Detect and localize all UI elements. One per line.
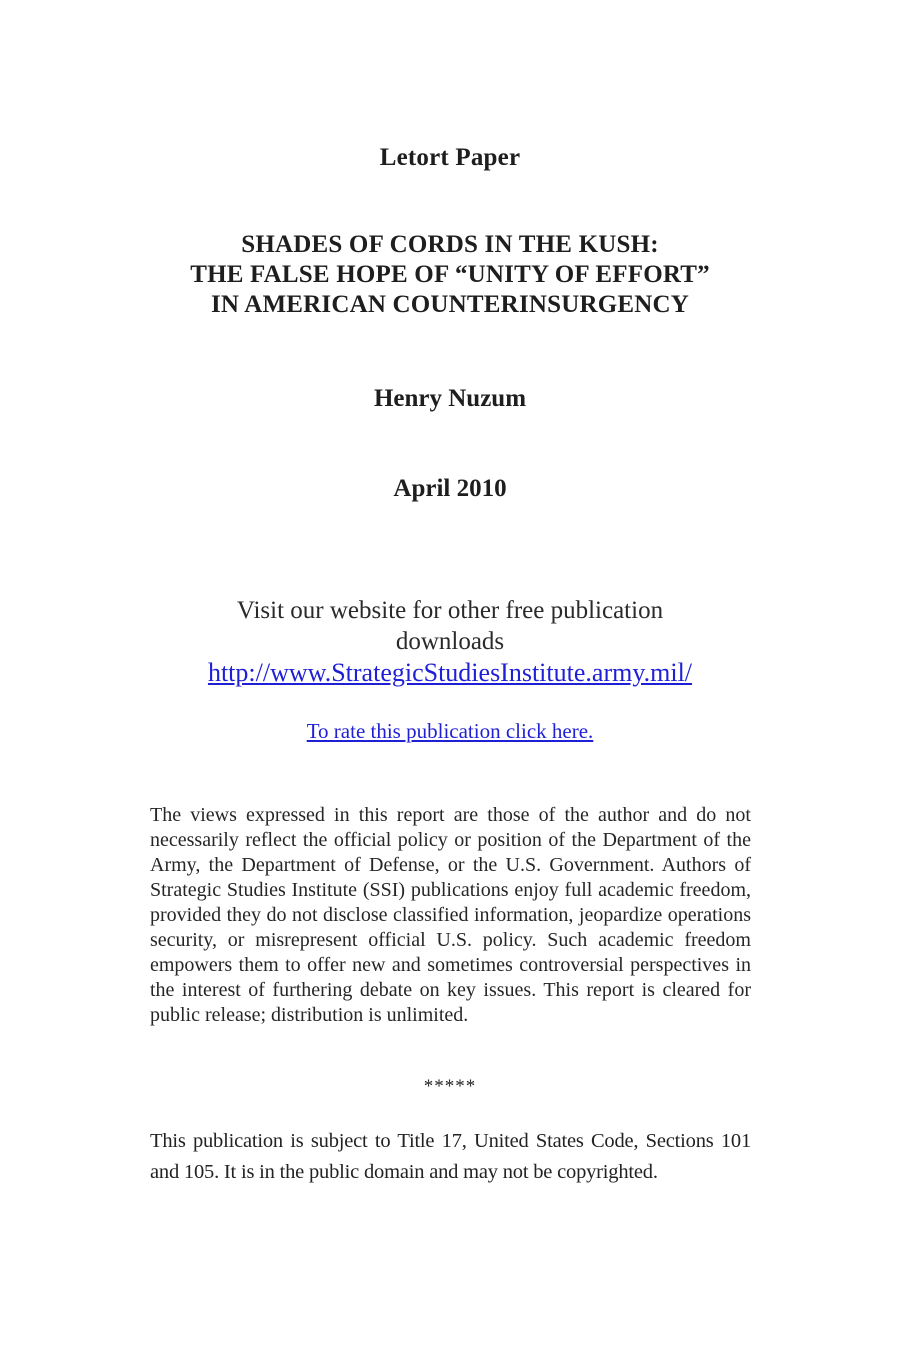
document-title: [0, 230, 900, 320]
title-line-3: IN AMERICAN COUNTERINSURGENCY: [210, 291, 690, 318]
website-section: [0, 595, 900, 689]
title-line-1: SHADES OF CORDS IN THE KUSH:: [241, 231, 659, 258]
series-title: Letort Paper: [379, 144, 521, 171]
website-prompt-line-2: downloads: [395, 628, 505, 655]
website-url-link[interactable]: http://www.StrategicStudiesInstitute.army.mil/: [207, 658, 693, 687]
publication-date: April 2010: [393, 475, 507, 502]
asterisk-separator: *****: [423, 1076, 477, 1097]
author-name: Henry Nuzum: [373, 385, 527, 412]
website-prompt-line-1: Visit our website for other free publication: [236, 597, 664, 624]
rate-publication-row: [0, 719, 900, 744]
title-line-2: THE FALSE HOPE OF “UNITY OF EFFORT”: [190, 261, 710, 288]
rate-publication-link[interactable]: To rate this publication click here.: [306, 719, 594, 743]
copyright-note-paragraph: This publication is subject to Title 17, United States Code, Sections 101 and 105. It is in the public domain and may not be copyrighted.: [150, 1130, 751, 1183]
disclaimer-paragraph: The views expressed in this report are those of the author and do not necessarily reflect the official policy or position of the Department of the Army, the Department of Defense, or the U.S. Government. Authors of Strategic Studies Institute (SSI) publications enjoy full academic freedom, provided they do not disclose classified information, jeopardize operations security, or misrepresent official U.S. policy. Such academic freedom empowers them to offer new and sometimes controversial perspectives in the interest of furthering debate on key issues. This report is cleared for public release; distribution is unlimited.: [150, 804, 751, 1026]
